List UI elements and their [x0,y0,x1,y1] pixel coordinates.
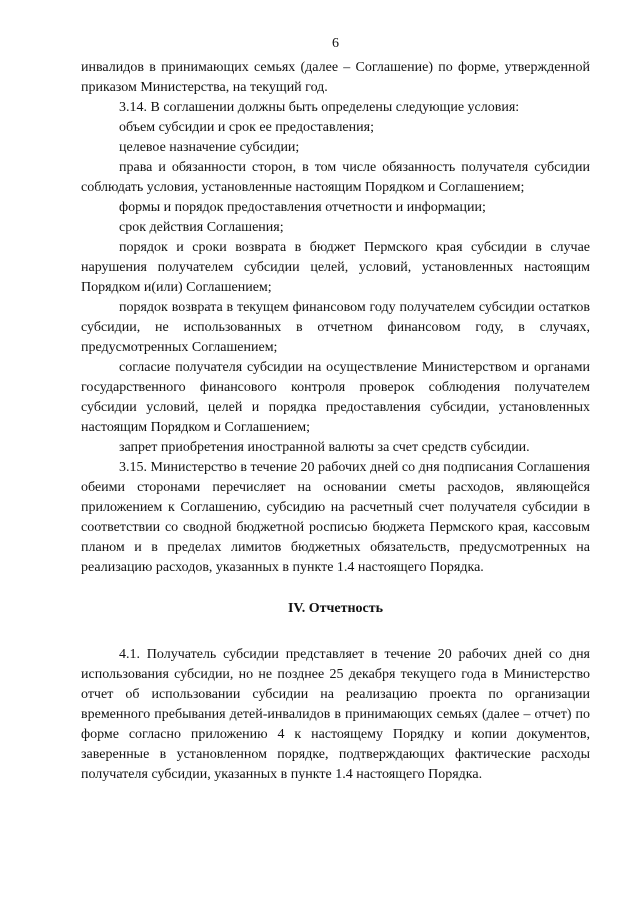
list-item-refund-procedure: порядок и сроки возврата в бюджет Пермского края субсидии в случае нарушения получателем субсидии целей, условий, установленных настоящим Порядком и(или) Соглашением; [81,240,590,295]
list-item-agreement-term: срок действия Соглашения; [119,220,284,235]
page-number: 6 [332,36,339,51]
paragraph-clause-3-15: 3.15. Министерство в течение 20 рабочих дней со дня подписания Соглашения обеими сторонами перечисляет на основании сметы расходов, являющейся приложением к Соглашению, субсидию на расчетный счет получателя субсидии в соответствии со сводной бюджетной росписью бюджета Пермского края, кассовым планом и в пределах лимитов бюджетных обязательств, предусмотренных на реализацию расходов, указанных в пункте 1.4 настоящего Порядка. [81,460,590,575]
list-item-purpose: целевое назначение субсидии; [119,140,300,155]
list-item-balance-return: порядок возврата в текущем финансовом году получателем субсидии остатков субсидии, не использованных в отчетном финансовом году, в случаях, предусмотренных Соглашением; [81,300,590,355]
section-heading: IV. Отчетность [287,601,384,616]
list-item-subsidy-volume: объем субсидии и срок ее предоставления; [119,120,374,135]
paragraph-clause-4-1: 4.1. Получатель субсидии представляет в течение 20 рабочих дней со дня использования субсидии, но не позднее 25 декабря текущего года в Министерство отчет об использовании субсидии на реализацию проекта по организации временного пребывания детей-инвалидов в принимающих семьях (далее – отчет) по форме согласно приложению 4 к настоящему Порядку и копии документов, заверенные в установленном порядке, подтверждающих фактические расходы получателя субсидии, указанных в пункте 1.4 настоящего Порядка. [81,647,590,782]
list-item-currency-ban: запрет приобретения иностранной валюты за счет средств субсидии. [119,440,530,455]
list-item-reporting-forms: формы и порядок предоставления отчетности и информации; [119,200,486,215]
list-item-control-consent: согласие получателя субсидии на осуществление Министерством и органами государственного финансового контроля проверок соблюдения получателем субсидии условий, целей и порядка предоставления субсидии, установленных настоящим Порядком и Соглашением; [81,360,590,435]
paragraph-clause-3-14: 3.14. В соглашении должны быть определены следующие условия: [119,100,520,115]
paragraph-continuation: инвалидов в принимающих семьях (далее – Соглашение) по форме, утвержденной приказом Министерства, на текущий год. [81,60,590,95]
list-item-rights-obligations: права и обязанности сторон, в том числе обязанность получателя субсидии соблюдать условия, установленные настоящим Порядком и Соглашением; [81,160,590,195]
document-body [81,58,590,785]
